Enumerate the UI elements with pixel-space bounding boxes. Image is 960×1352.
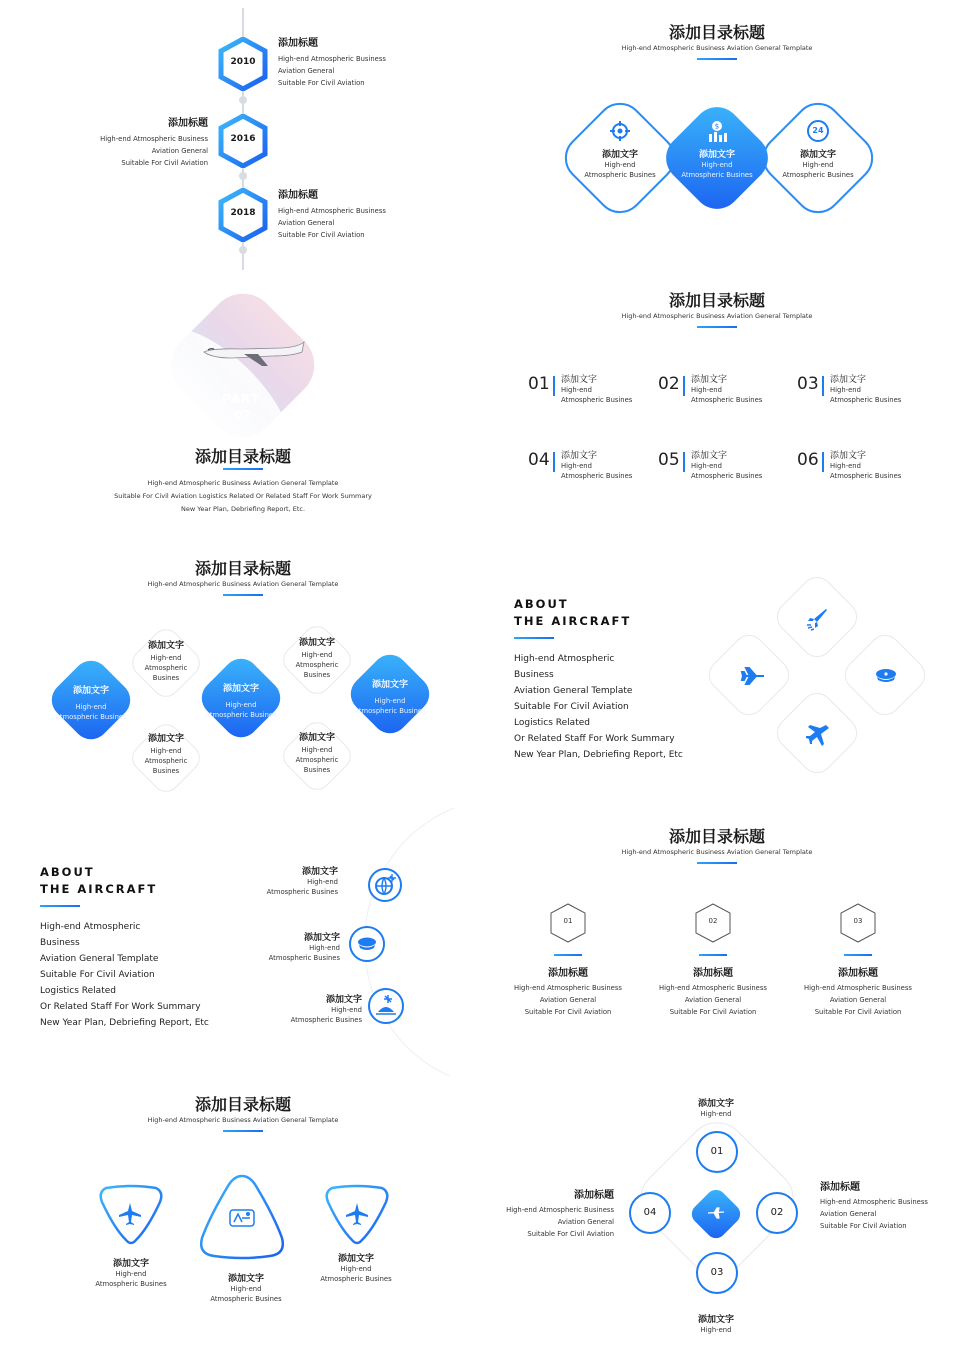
slide-part — [4, 272, 482, 540]
about-body — [40, 919, 209, 1031]
item-label: 添加文字 — [298, 733, 335, 743]
heading-underline — [514, 637, 554, 639]
item-line: Atmospheric — [295, 756, 339, 764]
circle-01: 01 — [696, 1131, 738, 1173]
slide-about-circles — [4, 808, 482, 1076]
item-line: Suitable For Civil Aviation — [814, 1008, 902, 1016]
item-title: 添加标题 — [838, 968, 878, 979]
item-title: 添加标题 — [548, 968, 588, 979]
card-label: 添加文字 — [799, 150, 836, 160]
item-line: High-end — [561, 386, 592, 394]
item-label: 添加文字 — [72, 686, 109, 696]
hex-number: 01 — [563, 917, 573, 925]
item-label: 添加文字 — [112, 1259, 149, 1269]
item-label: 添加文字 — [691, 451, 728, 461]
big-text-1 — [41, 683, 141, 722]
airplane-icon — [345, 1202, 369, 1226]
item-label: 添加文字 — [371, 680, 408, 690]
timeline-dot — [239, 246, 247, 254]
item-line: Atmospheric Busines — [266, 888, 338, 896]
year-label: 2018 — [230, 208, 256, 218]
heading-underline — [40, 905, 80, 907]
top-text — [666, 1096, 766, 1119]
item-number: 04 — [528, 450, 550, 470]
item-line: High-end — [700, 1110, 732, 1118]
triangle-text-center — [196, 1271, 296, 1304]
clock-24-icon: 24 — [807, 120, 829, 142]
item-line: High-end Atmospheric Business — [506, 1206, 614, 1214]
slide-hex-three — [478, 808, 956, 1076]
card-label: 添加文字 — [601, 150, 638, 160]
svg-text:$: $ — [714, 122, 720, 131]
heading-line: THE AIRCRAFT — [514, 614, 632, 628]
item-label: 添加文字 — [227, 1274, 264, 1284]
item-title: 添加标题 — [820, 1182, 860, 1193]
body-line: Suitable For Civil Aviation — [514, 702, 629, 712]
item-line: High-end — [150, 747, 182, 755]
item-divider — [683, 452, 685, 472]
item-line: Aviation General — [278, 67, 335, 75]
card-line: High-end — [802, 161, 834, 169]
item-divider — [553, 376, 555, 396]
item-line: Aviation General — [820, 1210, 877, 1218]
item-line: Atmospheric Busines — [561, 396, 633, 404]
item-label: 添加文字 — [561, 375, 598, 385]
plane-icon — [740, 665, 766, 687]
item-title: 添加标题 — [574, 1190, 614, 1201]
item-line: High-end — [691, 462, 722, 470]
body-line: Aviation General Template — [40, 954, 159, 964]
item-line: Atmospheric — [144, 757, 188, 765]
card-line: High-end — [604, 161, 636, 169]
item-line: High-end — [331, 1006, 362, 1014]
item-line: Atmospheric Busines — [691, 472, 763, 480]
item-line: Aviation General — [684, 996, 742, 1004]
item-line: High-end — [150, 654, 182, 662]
airport-icon — [368, 988, 404, 1024]
item-line: Atmospheric Busines — [561, 472, 633, 480]
slide-title: 添加目录标题 — [194, 1095, 291, 1114]
body-line: Or Related Staff For Work Summary — [514, 734, 675, 744]
item-line: Aviation General — [151, 147, 208, 155]
item-line: High-end Atmospheric Business — [820, 1198, 928, 1206]
item-line: Atmospheric Busines — [320, 1275, 392, 1283]
item-label: 添加文字 — [830, 451, 867, 461]
item-line: High-end — [301, 746, 333, 754]
item-line: Busines — [152, 674, 180, 682]
slide-title: 添加目录标题 — [194, 447, 291, 466]
airplane-icon — [202, 338, 306, 368]
hex-item-2 — [653, 902, 773, 1018]
item-line: Aviation General — [557, 1218, 614, 1226]
body-line: High-end Atmospheric — [40, 922, 141, 932]
slide-numbered-grid — [478, 272, 956, 540]
big-text-2 — [191, 681, 291, 720]
year-label: 2010 — [230, 57, 256, 67]
item-line: High-end — [225, 701, 257, 709]
body-line: High-end Atmospheric Business Aviation General Template — [147, 479, 339, 487]
item-label: 添加文字 — [303, 933, 340, 943]
item-line: High-end — [340, 1265, 372, 1273]
timeline-text-3 — [278, 186, 386, 241]
bottom-text — [666, 1312, 766, 1335]
item-line: High-end Atmospheric Business — [514, 984, 622, 992]
item-line: Atmospheric Busines — [830, 396, 902, 404]
item-line: Suitable For Civil Aviation — [820, 1222, 907, 1230]
item-line: Suitable For Civil Aviation — [527, 1230, 614, 1238]
circle-02: 02 — [756, 1192, 798, 1234]
timeline-dot — [239, 96, 247, 104]
item-line: Aviation General — [539, 996, 597, 1004]
item-label: 添加文字 — [147, 641, 184, 651]
body-line: Suitable For Civil Aviation Logistics Related Or Related Staff For Work Summary — [114, 492, 372, 500]
globe-plane-icon — [368, 868, 402, 902]
item-line: Suitable For Civil Aviation — [669, 1008, 757, 1016]
right-text — [820, 1178, 950, 1232]
item-label: 添加文字 — [830, 375, 867, 385]
body-line: Business — [40, 938, 80, 948]
item-line: Suitable For Civil Aviation — [524, 1008, 612, 1016]
slide-timeline — [4, 4, 482, 272]
item-number: 03 — [797, 374, 819, 394]
body-line: New Year Plan, Debriefing Report, Etc. — [180, 505, 306, 513]
part-label: PART — [222, 392, 260, 406]
item-divider — [822, 452, 824, 472]
small-text-1 — [126, 638, 206, 683]
title-underline — [697, 862, 737, 864]
about-heading — [40, 864, 157, 898]
timeline-text-1 — [278, 34, 386, 89]
year-hex-2018 — [218, 188, 268, 242]
slide-subtitle: High-end Atmospheric Business Aviation General Template — [621, 44, 813, 52]
title-underline — [697, 58, 737, 60]
item-line: High-end — [691, 386, 722, 394]
hex-item-1 — [508, 902, 628, 1018]
item-line: High-end — [307, 878, 338, 886]
item-divider — [683, 376, 685, 396]
item-line: Suitable For Civil Aviation — [121, 159, 208, 167]
item-line: Busines — [303, 671, 331, 679]
item-line: Atmospheric Busines — [210, 1295, 282, 1303]
about-heading — [514, 596, 631, 630]
item-line: High-end — [830, 386, 861, 394]
timeline-text-2 — [98, 114, 208, 169]
item-line: Atmospheric Busines — [354, 707, 426, 715]
card-center-content — [667, 120, 767, 180]
item-line: Busines — [303, 766, 331, 774]
item-line: High-end — [830, 462, 861, 470]
title-underline — [223, 468, 263, 470]
slide-title: 添加目录标题 — [668, 291, 765, 310]
pilot-cap-icon — [874, 668, 898, 684]
card-left-content — [570, 120, 670, 180]
card-line: High-end — [701, 161, 733, 169]
item-line: High-end — [115, 1270, 147, 1278]
item-line: High-end — [700, 1326, 732, 1334]
item-line: Atmospheric Busines — [55, 713, 127, 721]
slide-cross-circles — [478, 1080, 956, 1348]
item-line: High-end — [309, 944, 340, 952]
item-label: 添加文字 — [561, 451, 598, 461]
title-underline — [223, 1130, 263, 1132]
body-line: Or Related Staff For Work Summary — [40, 1002, 201, 1012]
small-text-3 — [277, 635, 357, 680]
item-line: Atmospheric Busines — [691, 396, 763, 404]
left-text — [498, 1186, 614, 1240]
item-line: Atmospheric Busines — [268, 954, 340, 962]
about-body — [514, 651, 683, 763]
slide-three-cards — [478, 4, 956, 272]
item-line: Suitable For Civil Aviation — [278, 231, 365, 239]
item-label: 添加文字 — [301, 867, 338, 877]
title-underline — [223, 594, 263, 596]
rocket-plane-icon — [804, 606, 830, 632]
circle-03: 03 — [696, 1252, 738, 1294]
body-line: High-end Atmospheric — [514, 654, 615, 664]
item-title: 添加标题 — [278, 190, 318, 201]
pilot-cap-icon — [349, 926, 385, 962]
item-label: 添加文字 — [337, 1254, 374, 1264]
slide-title: 添加目录标题 — [194, 559, 291, 578]
card-label: 添加文字 — [698, 150, 735, 160]
item-line: High-end — [301, 651, 333, 659]
small-text-4 — [277, 730, 357, 775]
card-right-content — [768, 120, 868, 180]
item-number: 01 — [528, 374, 550, 394]
slide-about-icons — [478, 540, 956, 808]
item-title: 添加标题 — [278, 38, 318, 49]
item-label: 添加文字 — [147, 734, 184, 744]
item-underline — [554, 954, 582, 956]
slide-title: 添加目录标题 — [668, 827, 765, 846]
hex-item-3 — [798, 902, 918, 1018]
item-line: High-end Atmospheric Business — [804, 984, 912, 992]
item-line: Atmospheric Busines — [830, 472, 902, 480]
circle-04: 04 — [629, 1192, 671, 1234]
small-text-2 — [126, 731, 206, 776]
item-label: 添加文字 — [691, 375, 728, 385]
item-line: High-end Atmospheric Business — [278, 55, 386, 63]
slide-diamond-cluster — [4, 540, 482, 808]
airplane-icon — [707, 1206, 725, 1220]
item-label: 添加文字 — [697, 1099, 734, 1109]
timeline-dot — [239, 172, 247, 180]
item-line: High-end Atmospheric Business — [659, 984, 767, 992]
big-text-3 — [340, 677, 440, 716]
airplane-icon — [118, 1202, 142, 1226]
item-title: 添加标题 — [693, 968, 733, 979]
item-line: High-end — [374, 697, 406, 705]
slide-subtitle: High-end Atmospheric Business Aviation General Template — [621, 848, 813, 856]
item-line: Atmospheric Busines — [205, 711, 277, 719]
triangle-text-right — [306, 1251, 406, 1284]
item-line: Atmospheric Busines — [95, 1280, 167, 1288]
card-line: Atmospheric Busines — [584, 171, 656, 179]
triangle-text-left — [81, 1256, 181, 1289]
year-label: 2016 — [230, 134, 256, 144]
item-line: Busines — [152, 767, 180, 775]
target-icon — [609, 120, 631, 142]
slide-triangles — [4, 1080, 482, 1348]
item-line: High-end — [561, 462, 592, 470]
title-underline — [697, 326, 737, 328]
slide-subtitle: High-end Atmospheric Business Aviation General Template — [147, 580, 339, 588]
body-line: Logistics Related — [40, 986, 116, 996]
item-line: High-end Atmospheric Business — [278, 207, 386, 215]
slide-subtitle: High-end Atmospheric Business Aviation General Template — [621, 312, 813, 320]
hex-number: 03 — [853, 917, 863, 925]
heading-line: ABOUT — [40, 865, 95, 879]
item-number: 02 — [658, 374, 680, 394]
card-line: Atmospheric Busines — [782, 171, 854, 179]
airplane-icon — [806, 722, 832, 748]
heading-line: ABOUT — [514, 597, 569, 611]
item-line: Aviation General — [278, 219, 335, 227]
body-line: Aviation General Template — [514, 686, 633, 696]
item-number: 06 — [797, 450, 819, 470]
item-line: High-end — [230, 1285, 262, 1293]
slide-title: 添加目录标题 — [668, 23, 765, 42]
item-line: Suitable For Civil Aviation — [278, 79, 365, 87]
item-underline — [699, 954, 727, 956]
item-line: Atmospheric Busines — [290, 1016, 362, 1024]
body-line: Suitable For Civil Aviation — [40, 970, 155, 980]
item-title: 添加标题 — [168, 118, 208, 129]
item-line: Atmospheric — [144, 664, 188, 672]
pilot-seat-icon — [228, 1208, 256, 1228]
year-hex-2016 — [218, 114, 268, 168]
item-underline — [844, 954, 872, 956]
chart-icon — [705, 120, 729, 144]
body-line: New Year Plan, Debriefing Report, Etc — [40, 1018, 209, 1028]
item-line: High-end Atmospheric Business — [100, 135, 208, 143]
item-label: 添加文字 — [325, 995, 362, 1005]
part-number: 02 — [234, 408, 251, 422]
item-line: Aviation General — [829, 996, 887, 1004]
heading-line: THE AIRCRAFT — [40, 882, 158, 896]
item-label: 添加文字 — [298, 638, 335, 648]
body-line: Business — [514, 670, 554, 680]
item-label: 添加文字 — [697, 1315, 734, 1325]
item-divider — [822, 376, 824, 396]
slide-subtitle: High-end Atmospheric Business Aviation General Template — [147, 1116, 339, 1124]
item-line: High-end — [75, 703, 107, 711]
item-number: 05 — [658, 450, 680, 470]
body-line: Logistics Related — [514, 718, 590, 728]
body-line: New Year Plan, Debriefing Report, Etc — [514, 750, 683, 760]
year-hex-2010 — [218, 37, 268, 91]
card-line: Atmospheric Busines — [681, 171, 753, 179]
item-label: 添加文字 — [222, 684, 259, 694]
item-divider — [553, 452, 555, 472]
hex-number: 02 — [708, 917, 718, 925]
item-line: Atmospheric — [295, 661, 339, 669]
